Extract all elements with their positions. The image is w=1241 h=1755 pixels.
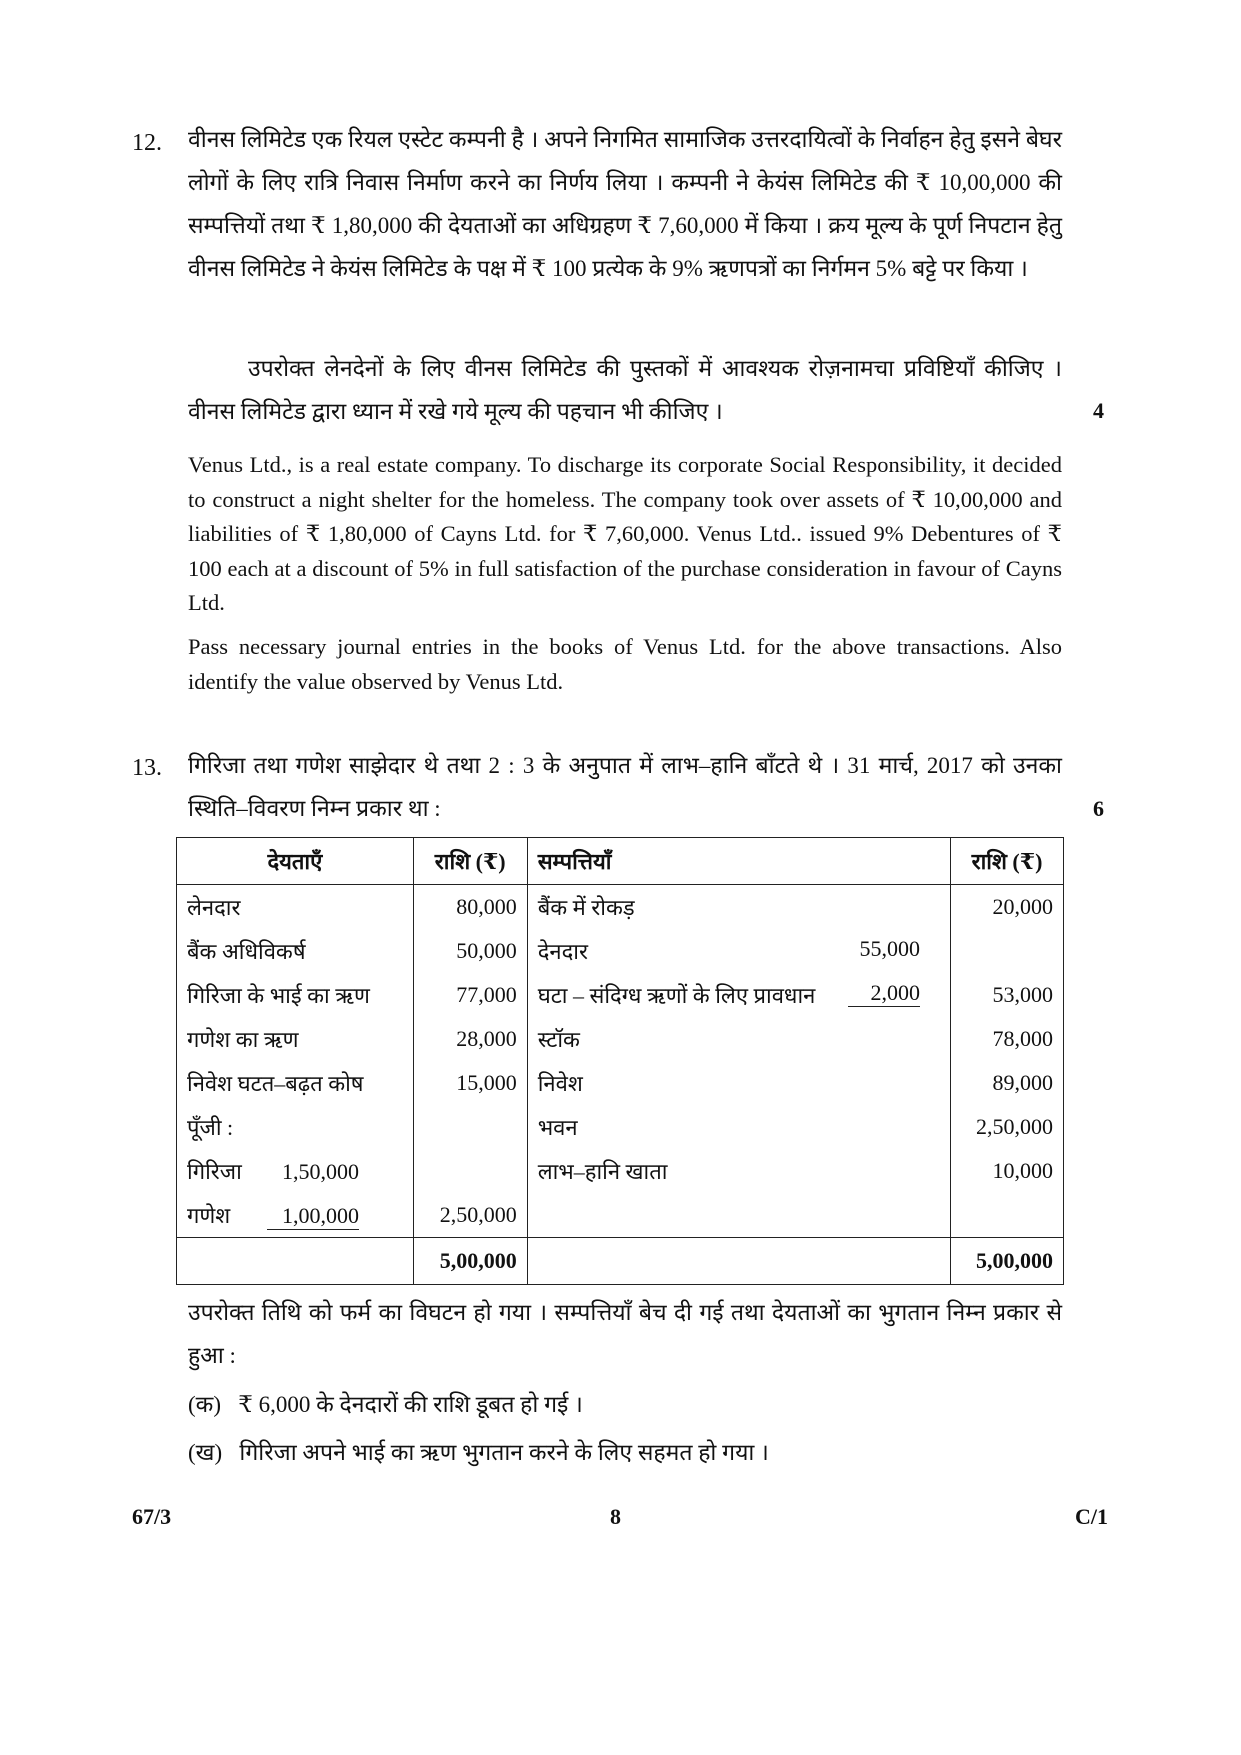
liability-cell	[177, 1193, 414, 1238]
table-row	[177, 973, 1064, 1017]
liability-amount: 15,000	[413, 1061, 527, 1105]
capital-sub-amount: 1,00,000	[267, 1203, 359, 1230]
item-label: (ख)	[188, 1440, 223, 1465]
liability-amount: 28,000	[413, 1017, 527, 1061]
table-row	[177, 1149, 1064, 1193]
liability-amount: 2,50,000	[413, 1193, 527, 1238]
asset-label	[527, 1193, 950, 1238]
table-row	[177, 885, 1064, 930]
asset-amount	[951, 1193, 1064, 1238]
asset-amount: 2,50,000	[951, 1105, 1064, 1149]
asset-label: घटा – संदिग्ध ऋणों के लिए प्रावधान	[537, 983, 816, 1008]
asset-label: स्टॉक	[527, 1017, 950, 1061]
q13-after-table: उपरोक्त तिथि को फर्म का विघटन हो गया । सम्पत्तियाँ बेच दी गई तथा देयताओं का भुगतान निम्न प्रकार से हुआ :	[188, 1300, 1062, 1368]
asset-amount: 20,000	[951, 885, 1064, 930]
table-row	[177, 1193, 1064, 1238]
q12-english-text: Venus Ltd., is a real estate company. To discharge its corporate Social Responsibility, it decided to construct a night shelter for the homeless. The company took over assets of ₹ 10,00,000 and liabilities of ₹ 1,80,000 of Cayns Ltd. for ₹ 7,60,000. Venus Ltd.. issued 9% Debentures of ₹ 100 each at a discount of 5% in full satisfaction of the purchase consideration in favour of Cayns Ltd.	[188, 452, 1062, 615]
liability-label: गिरिजा	[187, 1159, 242, 1184]
item-text: गिरिजा अपने भाई का ऋण भुगतान करने के लिए सहमत हो गया ।	[239, 1440, 769, 1465]
footer-set-code: C/1	[1075, 1504, 1108, 1529]
liability-label: गिरिजा के भाई का ऋण	[177, 973, 414, 1017]
total-spacer-left	[177, 1238, 414, 1285]
q13-intro: गिरिजा तथा गणेश साझेदार थे तथा 2 : 3 के अनुपात में लाभ–हानि बाँटते थे । 31 मार्च, 2017 को उनका स्थिति–विवरण निम्न प्रकार था :	[188, 753, 1062, 821]
q13-item-kha	[188, 1431, 769, 1474]
header-assets-amount: राशि (₹)	[951, 838, 1064, 885]
total-spacer-right	[527, 1238, 950, 1285]
liability-label: पूँजी :	[177, 1105, 414, 1149]
footer-page-number: 8	[610, 1504, 621, 1529]
liability-label: गणेश	[187, 1203, 231, 1228]
asset-label: निवेश	[527, 1061, 950, 1105]
liability-amount: 80,000	[413, 885, 527, 930]
asset-label: भवन	[527, 1105, 950, 1149]
asset-sub-amount: 2,000	[848, 980, 920, 1007]
question-number-13: 13.	[132, 755, 162, 781]
header-liabilities-amount: राशि (₹)	[413, 838, 527, 885]
table-row	[177, 1061, 1064, 1105]
table-row	[177, 1017, 1064, 1061]
asset-label: लाभ–हानि खाता	[527, 1149, 950, 1193]
header-assets: सम्पत्तियाँ	[527, 838, 950, 885]
liability-label: लेनदार	[177, 885, 414, 930]
liability-label: गणेश का ऋण	[177, 1017, 414, 1061]
asset-amount: 78,000	[951, 1017, 1064, 1061]
asset-cell	[527, 929, 950, 973]
table-header-row	[177, 838, 1064, 885]
asset-amount: 53,000	[951, 973, 1064, 1017]
balance-sheet-table	[176, 837, 1064, 1285]
q13-marks: 6	[1093, 796, 1104, 821]
q12-hindi-text: वीनस लिमिटेड एक रियल एस्टेट कम्पनी है । अपने निगमित सामाजिक उत्तरदायित्वों के निर्वाहन हेतु इसने बेघर लोगों के लिए रात्रि निवास निर्माण करने का निर्णय लिया । कम्पनी ने केयंस लिमिटेड की ₹ 10,00,000 की सम्पत्तियों तथा ₹ 1,80,000 की देयताओं का अधिग्रहण ₹ 7,60,000 में किया । क्रय मूल्य के पूर्ण निपटान हेतु वीनस लिमिटेड ने केयंस लिमिटेड के पक्ष में ₹ 100 प्रत्येक के 9% ऋणपत्रों का निर्गमन 5% बट्टे पर किया ।	[188, 127, 1062, 281]
total-assets: 5,00,000	[951, 1238, 1064, 1285]
asset-label: देनदार	[537, 939, 588, 964]
liability-amount	[413, 1105, 527, 1149]
liability-amount: 77,000	[413, 973, 527, 1017]
footer-paper-code: 67/3	[132, 1504, 172, 1529]
liability-cell	[177, 1149, 414, 1193]
table-row	[177, 1105, 1064, 1149]
asset-amount: 89,000	[951, 1061, 1064, 1105]
q12-hindi-instruction: उपरोक्त लेनदेनों के लिए वीनस लिमिटेड की पुस्तकों में आवश्यक रोज़नामचा प्रविष्टियाँ कीजिए । वीनस लिमिटेड द्वारा ध्यान में रखे गये मूल्य की पहचान भी कीजिए ।	[188, 356, 1062, 424]
liability-label: निवेश घटत–बढ़त कोष	[177, 1061, 414, 1105]
item-label: (क)	[188, 1392, 221, 1417]
asset-label: बैंक में रोकड़	[527, 885, 950, 930]
header-liabilities: देयताएँ	[177, 838, 414, 885]
question-number-12: 12.	[132, 130, 162, 156]
table-total-row	[177, 1238, 1064, 1285]
q12-english-instruction: Pass necessary journal entries in the books of Venus Ltd. for the above transactions. Also identify the value observed by Venus Ltd.	[188, 634, 1062, 694]
asset-amount: 10,000	[951, 1149, 1064, 1193]
capital-sub-amount: 1,50,000	[282, 1159, 359, 1184]
liability-label: बैंक अधिविकर्ष	[177, 929, 414, 973]
asset-amount	[951, 929, 1064, 973]
liability-amount: 50,000	[413, 929, 527, 973]
asset-sub-amount: 55,000	[859, 936, 920, 961]
liability-amount	[413, 1149, 527, 1193]
item-text: ₹ 6,000 के देनदारों की राशि डूबत हो गई ।	[238, 1392, 583, 1417]
table-row	[177, 929, 1064, 973]
asset-cell	[527, 973, 950, 1017]
q13-item-ka	[188, 1383, 583, 1426]
total-liabilities: 5,00,000	[413, 1238, 527, 1285]
q12-marks: 4	[1093, 398, 1104, 423]
